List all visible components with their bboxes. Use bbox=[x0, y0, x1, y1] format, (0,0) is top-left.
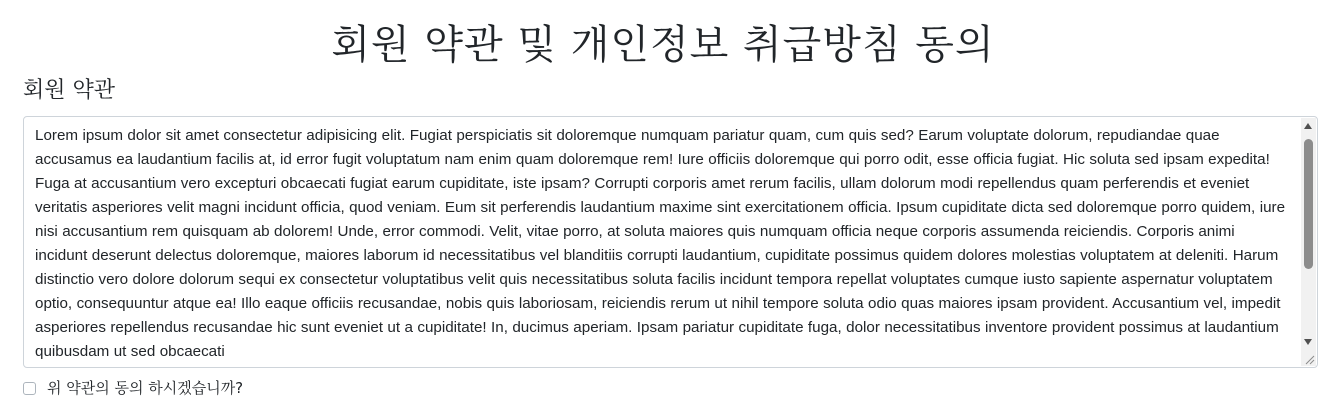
scroll-down-arrow-icon[interactable] bbox=[1304, 339, 1312, 345]
page-title: 회원 약관 및 개인정보 취급방침 동의 bbox=[331, 22, 995, 68]
terms-content: Lorem ipsum dolor sit amet consectetur adipisicing elit. Fugiat perspiciatis sit doloremque numquam pariatur quam, cum quis sed? Earum voluptate dolorum, repudiandae quae accusamus ea laudantium facilis at, id error fugit voluptatum nam enim quam doloremque rem! Iure officiis doloremque qui porro odit, esse officia fugiat. Hic soluta sed ipsam expedita! Fuga at accusantium vero excepturi obcaecati fugiat earum cupiditate, iste ipsam? Corrupti corporis amet rerum facilis, ullam dolorum modi repellendus quam perferendis et eveniet veritatis asperiores velit magni incidunt officia, quod veniam. Eum sit perferendis laudantium maxime sint exercitationem officia. Ipsum cupiditate dicta sed doloremque porro quidem, iure nisi accusantium rem quisquam ab dolorem! Unde, error commodi. Velit, vitae porro, at soluta maiores quis numquam officia neque corporis assumenda reiciendis. Corporis animi incidunt deserunt delectus doloremque, maiores laborum id necessitatibus vel blanditiis corrupti laudantium, cupiditate possimus quidem dolores molestias voluptatem at deleniti. Harum distinctio vero dolore dolorum sequi ex consectetur voluptatibus velit quis necessitatibus soluta facilis incidunt tempora repellat voluptates cumque iusto sapiente aspernatur voluptatem optio, consequuntur atque ea! Illo eaque officiis recusandae, nobis quis laboriosam, reiciendis rerum ut nihil tempore soluta odio quas maiores ipsam provident. Accusantium vel, impedit asperiores repellendus recusandae hic sunt eveniet ut a cupiditate! In, ducimus aperiam. Ipsam pariatur cupiditate fuga, dolor necessitatibus inventore provident possimus at laudantium quibusdam ut sed obcaecati bbox=[35, 127, 1286, 360]
scroll-up-arrow-icon[interactable] bbox=[1304, 123, 1312, 129]
agree-checkbox-label[interactable]: 위 약관의 동의 하시겠습니까? bbox=[47, 379, 244, 397]
vertical-scrollbar[interactable] bbox=[1301, 118, 1316, 366]
terms-section-heading: 회원 약관 bbox=[23, 78, 116, 103]
scrollbar-thumb[interactable] bbox=[1304, 139, 1313, 269]
resize-handle-icon[interactable] bbox=[1301, 351, 1316, 366]
terms-textarea[interactable] bbox=[23, 116, 1318, 368]
agreement-row bbox=[23, 377, 243, 399]
agree-checkbox[interactable] bbox=[23, 382, 36, 395]
